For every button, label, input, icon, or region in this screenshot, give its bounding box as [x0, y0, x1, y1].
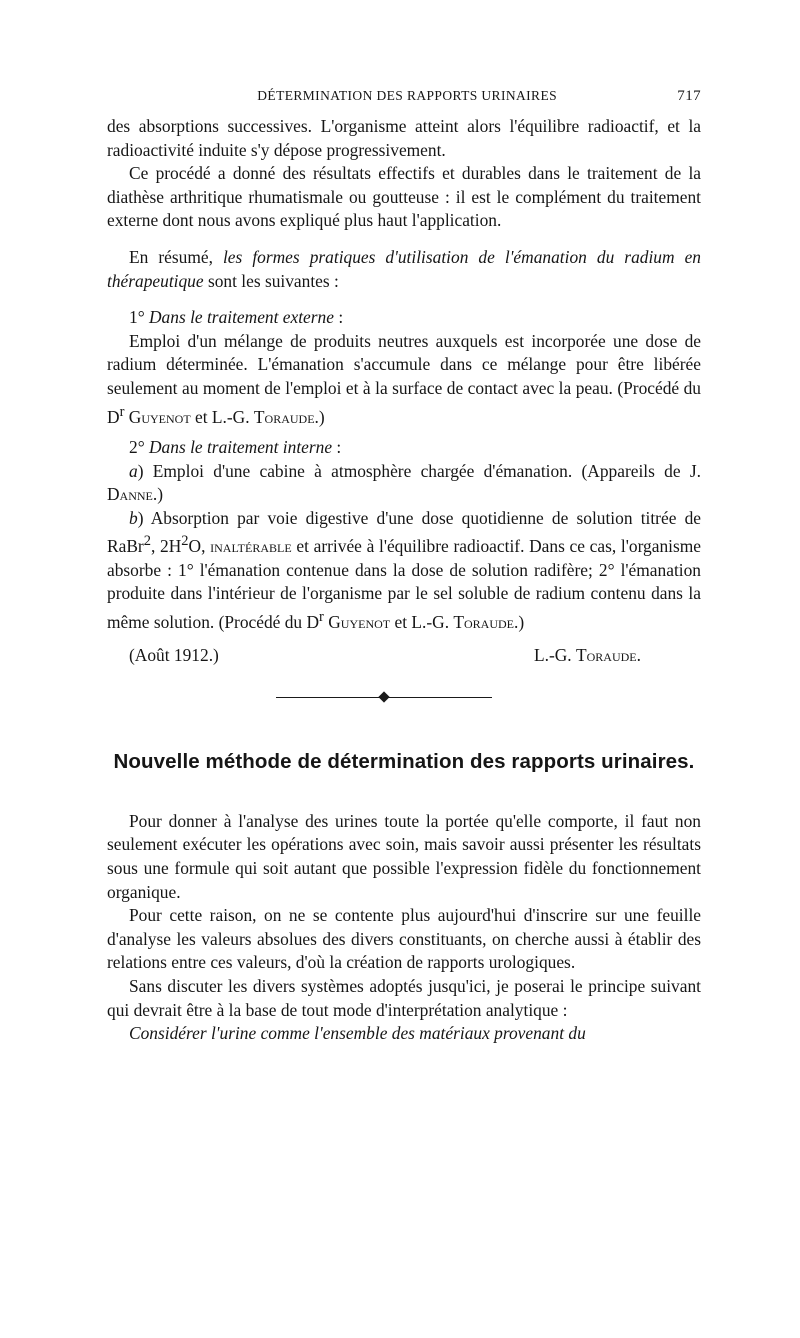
- item-text-external: Emploi d'un mélange de produits neutres auxquels est incorporée une dose de radium déterminée. L'émanation s'accumule dans ce mélange pour être libérée seulement au moment de l'emploi et à la surface de contact avec la peau. (Procédé du $D^r$ Guyenot et L.-G. Toraude.): [107, 330, 701, 427]
- item-heading-external: 1° Dans le traitement externe :: [129, 307, 344, 328]
- paragraph-italic: Considérer l'urine comme l'ensemble des matériaux provenant du: [129, 1023, 586, 1044]
- document-page: [107, 88, 701, 1046]
- italic-phrase: les formes pratiques d'utilisation de l'émanation du radium en thérapeutique: [107, 246, 701, 291]
- item-heading-internal: 2° Dans le traitement interne :: [129, 436, 342, 457]
- section-divider: [276, 690, 492, 706]
- page-number: 717: [677, 88, 701, 104]
- paragraph-summary: En résumé, les formes pratiques d'utilisation de l'émanation du radium en thérapeutique sont les suivantes :: [107, 246, 701, 291]
- paragraph: Pour donner à l'analyse des urines toute la portée qu'elle comporte, il faut non seulement exécuter les opérations avec soin, mais savoir aussi présenter les résultats sous une formule qui soit autant que possible l'expression fidèle du fonctionnement organique.: [107, 810, 701, 902]
- running-title: DÉTERMINATION DES RAPPORTS URINAIRES: [257, 88, 558, 103]
- diamond-ornament-icon: [378, 691, 389, 702]
- item-text-b: b) Absorption par voie digestive d'une dose quotidienne de solution titrée de RaBr$^2$, $2H^2O$, inaltérable et arrivée à l'équilibre radioactif. Dans ce cas, l'organisme absorbe : 1° l'émanation contenue dans la dose de solution radifère; 2° l'émanation produite dans l'intérieur de l'organisme par le sel soluble de radium contenu dans la même solution. (Procédé du $D^r$ Guyenot et L.-G. Toraude.): [107, 507, 702, 632]
- running-header: [107, 88, 701, 105]
- author-signature: L.-G. Toraude.: [533, 645, 641, 666]
- paragraph: Sans discuter les divers systèmes adoptés jusqu'ici, je poserai le principe suivant qui devrait être à la base de tout mode d'interprétation analytique :: [107, 976, 701, 1020]
- paragraph: Pour cette raison, on ne se contente plus aujourd'hui d'inscrire sur une feuille d'analyse les valeurs absolues des divers constituants, on cherche aussi à établir des relations entre ces valeurs, d'où la création de rapports urologiques.: [107, 905, 701, 973]
- date: (Août 1912.): [129, 645, 219, 666]
- signature-line: [107, 644, 701, 668]
- section-title: Nouvelle méthode de détermination des rapports urinaires.: [113, 749, 695, 773]
- item-text-a: a) Emploi d'une cabine à atmosphère chargée d'émanation. (Appareils de J. Danne.): [107, 460, 701, 505]
- paragraph: Ce procédé a donné des résultats effectifs et durables dans le traitement de la diathèse arthritique rhumatismale ou goutteuse : il est le complément du traitement externe dont nous avons expliqué plus haut l'application.: [107, 163, 701, 231]
- paragraph: des absorptions successives. L'organisme atteint alors l'équilibre radioactif, et la radioactivité induite s'y dépose progressivement.: [107, 116, 701, 160]
